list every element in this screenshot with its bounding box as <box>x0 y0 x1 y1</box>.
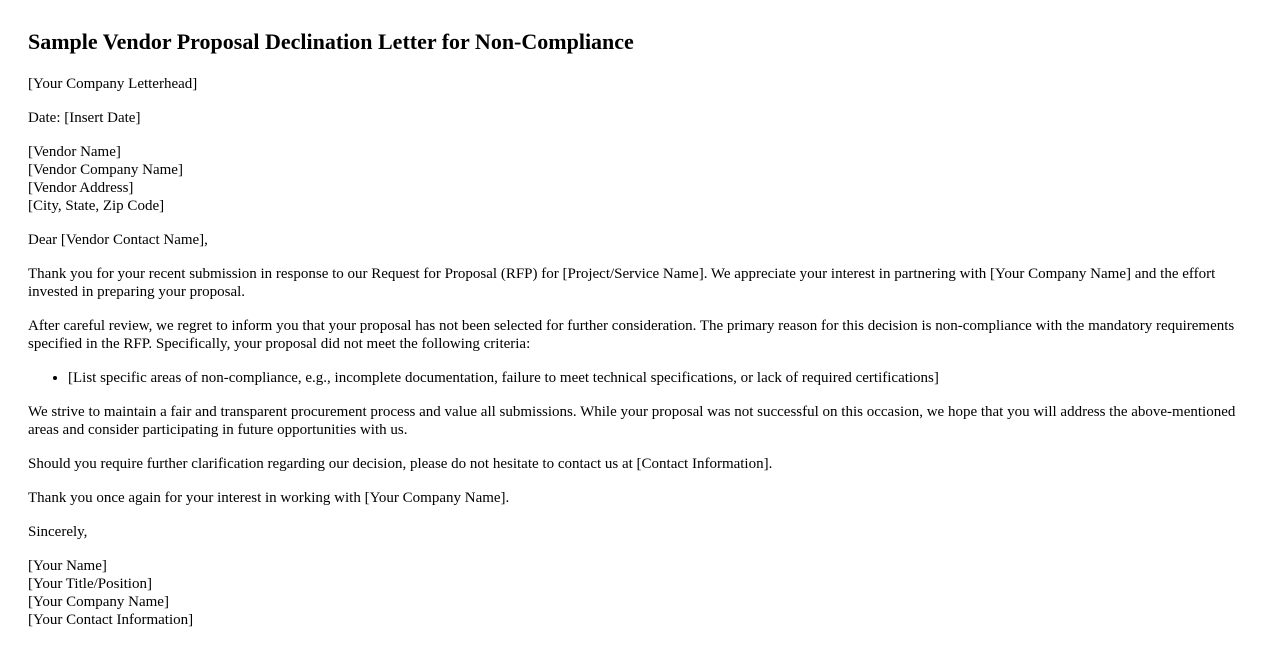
body-paragraph-thanks: Thank you once again for your interest in working with [Your Company Name]. <box>28 490 510 506</box>
vendor-company-name: [Vendor Company Name] <box>28 162 183 178</box>
vendor-city-state-zip: [City, State, Zip Code] <box>28 198 165 214</box>
vendor-name: [Vendor Name] <box>28 144 121 160</box>
body-paragraph-decision: After careful review, we regret to inform you that your proposal has not been selected for further consideration. The primary reason for this decision is non-compliance with the mandatory requirements specified in the RFP. Specifically, your proposal did not meet the following criteria: <box>28 318 1235 352</box>
salutation: Dear [Vendor Contact Name], <box>28 232 208 248</box>
signature-block <box>28 557 1250 629</box>
letter-date: Date: [Insert Date] <box>28 110 141 126</box>
body-paragraph-intro: Thank you for your recent submission in response to our Request for Proposal (RFP) for [Project/Service Name]. We appreciate your interest in partnering with [Your Company Name] and the effort invested in preparing your proposal. <box>28 266 1216 300</box>
signer-name: [Your Name] <box>28 558 107 574</box>
signer-title: [Your Title/Position] <box>28 576 152 592</box>
vendor-address-block <box>28 143 1250 215</box>
vendor-address: [Vendor Address] <box>28 180 134 196</box>
signoff: Sincerely, <box>28 524 88 540</box>
criteria-list-item: • [List specific areas of non-compliance, e.g., incomplete documentation, failure to meet technical specifications, or lack of required certifications] <box>68 369 1250 387</box>
signer-contact: [Your Contact Information] <box>28 612 194 628</box>
letterhead: [Your Company Letterhead] <box>28 76 198 92</box>
page-title: Sample Vendor Proposal Declination Letter for Non-Compliance <box>28 29 634 54</box>
criteria-list <box>28 369 1250 387</box>
signer-company: [Your Company Name] <box>28 594 169 610</box>
body-paragraph-contact: Should you require further clarification regarding our decision, please do not hesitate to contact us at [Contact Information]. <box>28 456 773 472</box>
body-paragraph-process: We strive to maintain a fair and transparent procurement process and value all submissions. While your proposal was not successful on this occasion, we hope that you will address the above-mentioned areas and consider participating in future opportunities with us. <box>28 404 1236 438</box>
